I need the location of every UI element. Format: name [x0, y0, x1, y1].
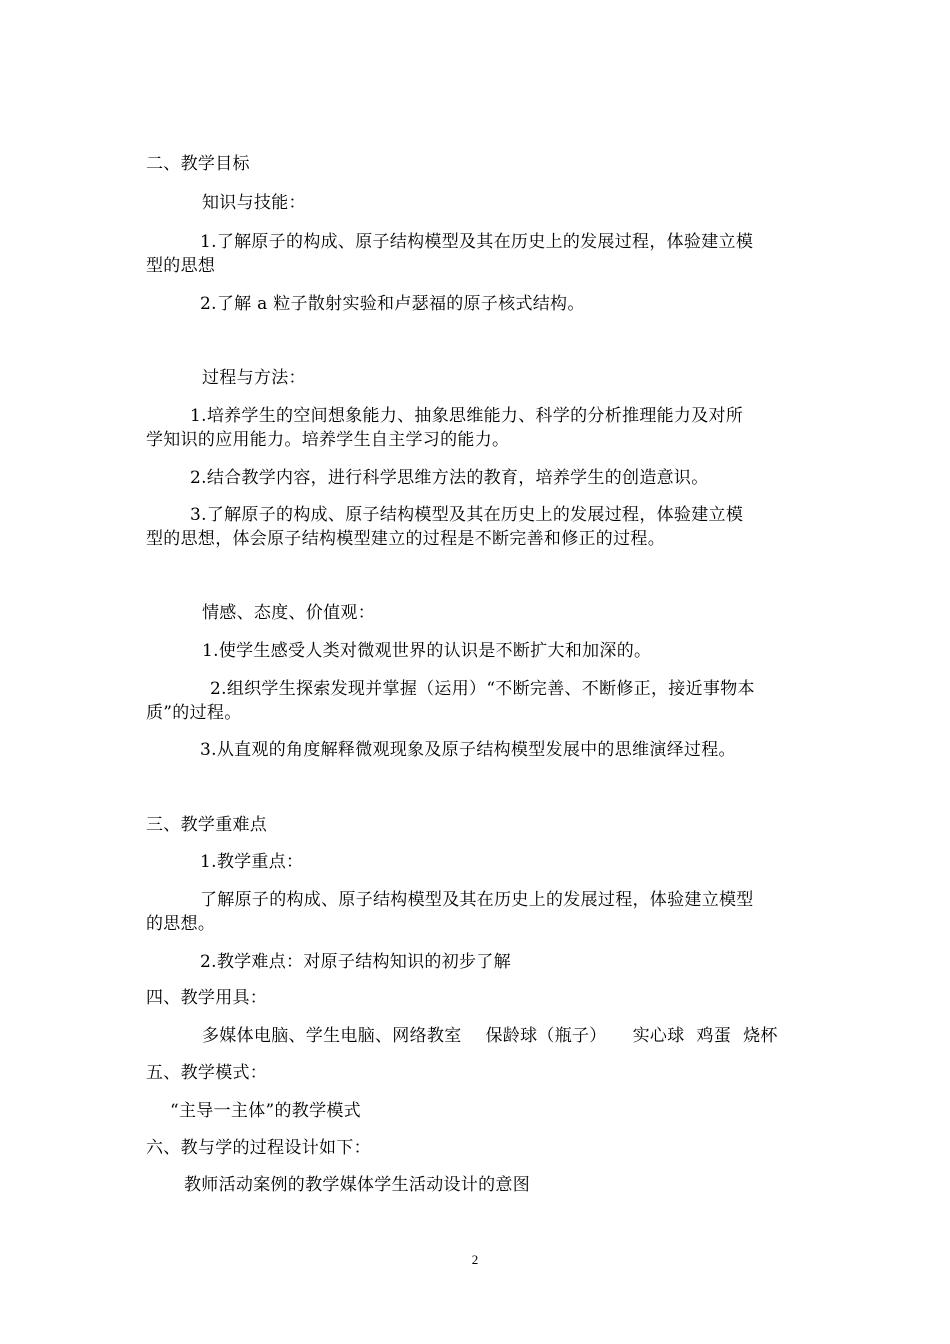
tools-item: 实心球 [632, 1026, 685, 1046]
subheading-knowledge-skills: 知识与技能： [202, 193, 306, 213]
tools-item: 保龄球（瓶子） [485, 1026, 607, 1046]
subheading-emotion-values: 情感、态度、价值观： [202, 603, 375, 623]
key-point-line-2: 的思想。 [146, 914, 216, 934]
emotion-item-2-line-2: 质”的过程。 [146, 703, 242, 723]
process-item-3-line-1: 3.了解原子的构成、原子结构模型及其在历史上的发展过程，体验建立模 [190, 505, 744, 525]
process-item-2: 2.结合教学内容，进行科学思维方法的教育，培养学生的创造意识。 [190, 468, 709, 488]
emotion-item-1: 1.使学生感受人类对微观世界的认识是不断扩大和加深的。 [202, 641, 652, 661]
key-point-title: 1.教学重点： [200, 852, 304, 872]
process-item-1-line-1: 1.培养学生的空间想象能力、抽象思维能力、科学的分析推理能力及对所 [190, 406, 744, 426]
emotion-item-3: 3.从直观的角度解释微观现象及原子结构模型发展中的思维演绎过程。 [200, 740, 736, 760]
tools-item: 鸡蛋 [696, 1026, 732, 1046]
section-heading-mode: 五、教学模式： [146, 1063, 268, 1083]
section-heading-objectives: 二、教学目标 [146, 154, 250, 174]
section-heading-process-design: 六、教与学的过程设计如下： [146, 1138, 371, 1158]
section-heading-tools: 四、教学用具： [146, 988, 268, 1008]
key-point-line-1: 了解原子的构成、原子结构模型及其在历史上的发展过程，体验建立模型 [200, 890, 754, 910]
section-heading-key-points: 三、教学重难点 [146, 815, 268, 835]
tools-item: 烧杯 [743, 1026, 778, 1046]
knowledge-item-1-line-1: 1.了解原子的构成、原子结构模型及其在历史上的发展过程，体验建立模 [200, 232, 754, 252]
emotion-item-2-line-1: 2.组织学生探索发现并掌握（运用）“不断完善、不断修正，接近事物本 [210, 679, 755, 699]
tools-item: 多媒体电脑、学生电脑、网络教室 [202, 1026, 462, 1046]
page-number: 2 [471, 1252, 479, 1267]
knowledge-item-2: 2.了解 a 粒子散射实验和卢瑟福的原子核式结构。 [200, 294, 585, 314]
knowledge-item-1-line-2: 型的思想 [146, 256, 216, 276]
mode-content: “主导一主体”的教学模式 [170, 1101, 361, 1121]
process-item-1-line-2: 学知识的应用能力。培养学生自主学习的能力。 [146, 430, 510, 450]
tools-list [202, 1024, 778, 1048]
subheading-process-methods: 过程与方法： [202, 368, 306, 388]
process-design-content: 教师活动案例的教学媒体学生活动设计的意图 [184, 1175, 530, 1195]
process-item-3-line-2: 型的思想，体会原子结构模型建立的过程是不断完善和修正的过程。 [146, 529, 665, 549]
difficulty-point: 2.教学难点：对原子结构知识的初步了解 [200, 952, 511, 972]
